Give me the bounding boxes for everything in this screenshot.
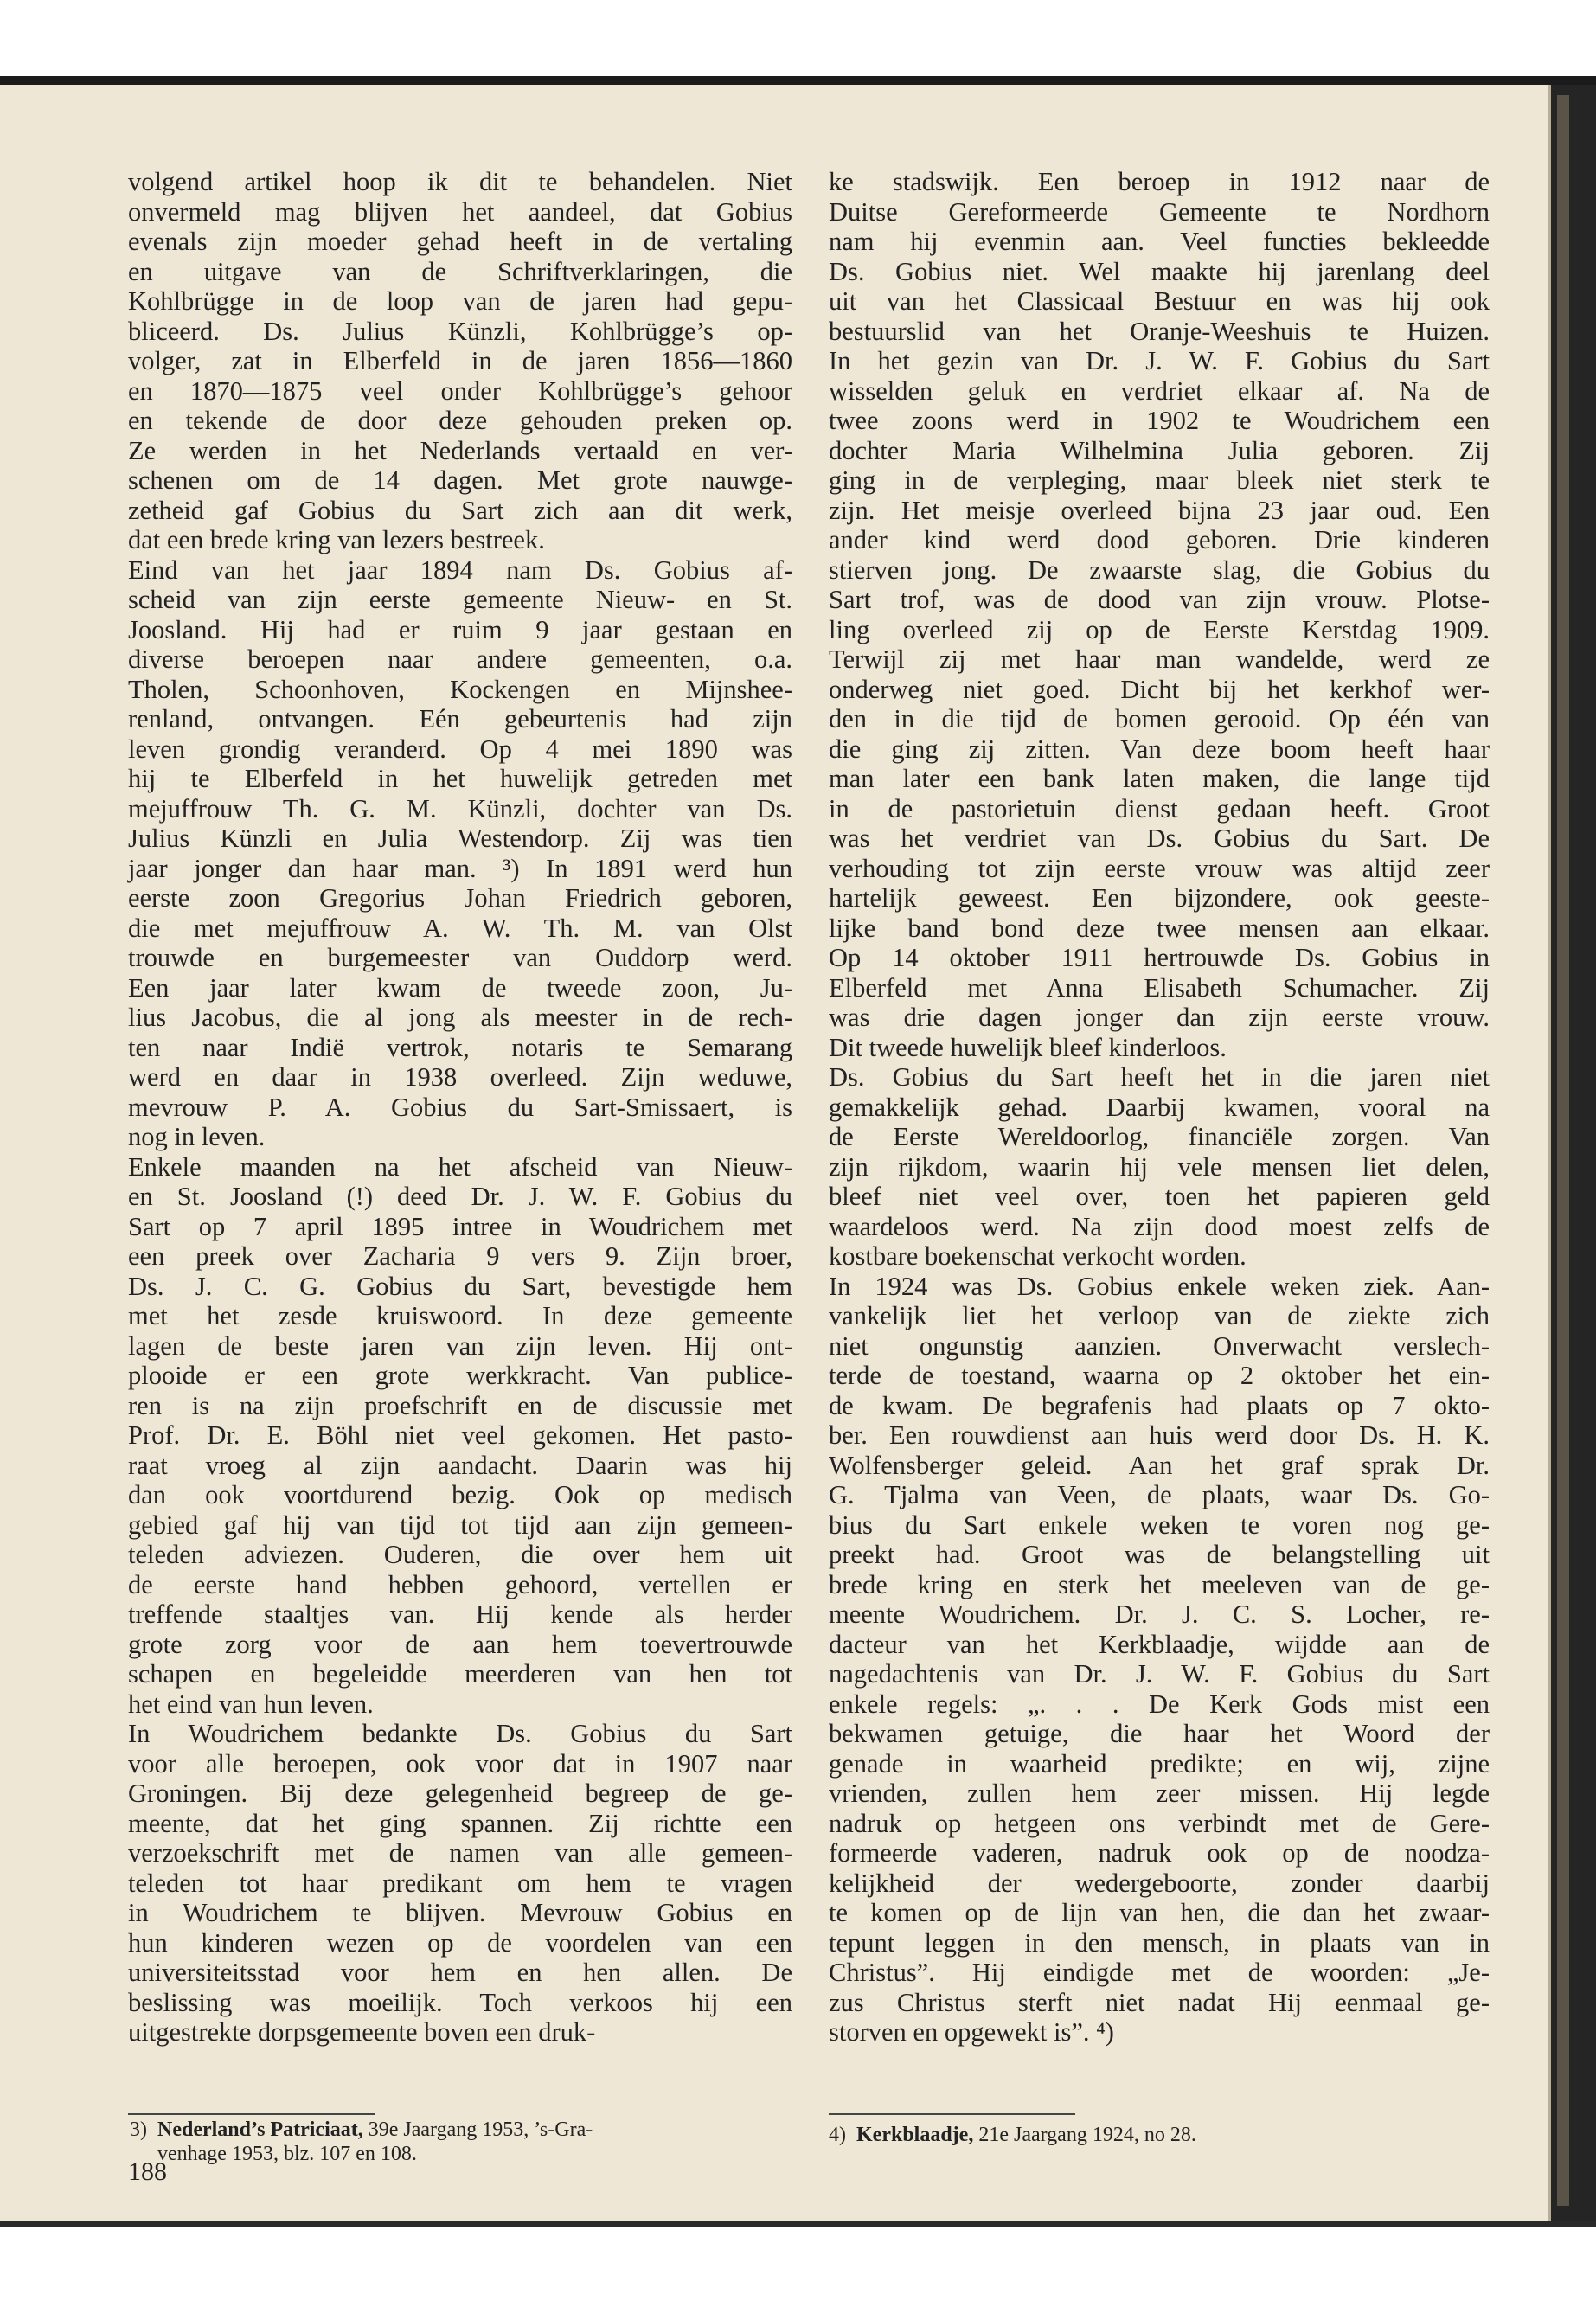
right-column-line: de kwam. De begrafenis had plaats op 7 okto- (829, 1390, 1490, 1420)
right-column-line: preekt had. Groot was de belangstelling uit (829, 1540, 1490, 1569)
right-column-line: brede kring en sterk het meeleven van de ge- (829, 1569, 1490, 1599)
left-column-line: Joosland. Hij had er ruim 9 jaar gestaan en (128, 614, 792, 644)
left-column-line: de eerste hand hebben gehoord, vertellen er (128, 1569, 792, 1599)
left-column-line: lagen de beste jaren van zijn leven. Hij ont- (128, 1330, 792, 1361)
right-column-line: bleef niet veel over, toen het papieren geld (829, 1182, 1490, 1211)
right-text-column (829, 167, 1490, 2048)
left-column-line: teleden adviezen. Ouderen, die over hem uit (128, 1540, 792, 1569)
left-column-line: Ds. J. C. G. Gobius du Sart, bevestigde hem (128, 1271, 792, 1301)
footnote-3-line-1 (130, 2118, 787, 2142)
footnote-3 (130, 2118, 787, 2166)
left-column-line: en tekende de door deze gehouden preken op. (128, 406, 792, 435)
left-column-line: nog in leven. (128, 1122, 266, 1151)
left-column-line: Kohlbrügge in de loop van de jaren had gepu- (128, 286, 792, 316)
right-column-line: lijke band bond deze twee mensen aan elkaar. (829, 913, 1490, 943)
right-column-line: was drie dagen jonger dan zijn eerste vrouw. (829, 1003, 1490, 1032)
left-column-line: gebied gaf hij van tijd tot tijd aan zijn gemeen- (128, 1509, 792, 1540)
left-column-line: ren is na zijn proefschrift en de discussie met (128, 1390, 792, 1420)
left-column-line: Eind van het jaar 1894 nam Ds. Gobius af- (128, 554, 792, 585)
right-column-line: In 1924 was Ds. Gobius enkele weken ziek. Aan- (829, 1271, 1490, 1301)
right-column-line: Dit tweede huwelijk bleef kinderloos. (829, 1032, 1227, 1062)
left-column-line: mevrouw P. A. Gobius du Sart-Smissaert, is (128, 1092, 792, 1122)
footnote-4-number: 4) (829, 2124, 846, 2146)
right-column-line: Op 14 oktober 1911 hertrouwde Ds. Gobius in (829, 943, 1490, 972)
right-column-line: Christus”. Hij eindigde met de woorden: „Je- (829, 1958, 1490, 1987)
left-column-line: Groningen. Bij deze gelegenheid begreep de ge- (128, 1779, 792, 1808)
right-column-line: nadruk op hetgeen ons verbindt met de Gere- (829, 1808, 1490, 1838)
left-column-line: met het zesde kruiswoord. In deze gemeente (128, 1301, 792, 1330)
left-column-line: voor alle beroepen, ook voor dat in 1907 naar (128, 1748, 792, 1779)
left-column-line: scheid van zijn eerste gemeente Nieuw- en St. (128, 585, 792, 614)
left-column-line: jaar jonger dan haar man. ³) In 1891 werd hun (128, 853, 792, 883)
right-column-line: Ds. Gobius niet. Wel maakte hij jarenlang deel (829, 256, 1490, 286)
left-column-line: universiteitsstad voor hem en hen allen. De (128, 1958, 792, 1987)
left-column-line: In Woudrichem bedankte Ds. Gobius du Sart (128, 1719, 792, 1748)
left-column-line: lius Jacobus, die al jong als meester in de rech- (128, 1003, 792, 1032)
right-column-line: Duitse Gereformeerde Gemeente te Nordhorn (829, 196, 1490, 227)
right-column-line: formeerde vaderen, nadruk ook op de noodza- (829, 1838, 1490, 1868)
right-column-line: stierven jong. De zwaarste slag, die Gobius du (829, 554, 1490, 585)
right-column-line: vankelijk liet het verloop van de ziekte zich (829, 1301, 1490, 1330)
right-column-line: tepunt leggen in den mensch, in plaats van in (829, 1927, 1490, 1958)
left-column-line: schapen en begeleidde meerderen van hen tot (128, 1659, 792, 1689)
right-column-line: hartelijk geweest. Een bijzondere, ook geeste- (829, 883, 1490, 913)
right-column-line: terde de toestand, waarna op 2 oktober het ein- (829, 1361, 1490, 1390)
left-column-line: en uitgave van de Schriftverklaringen, die (128, 256, 792, 286)
left-column-line: volgend artikel hoop ik dit te behandelen. Niet (128, 167, 792, 196)
right-column-line: wisselden geluk en verdriet elkaar af. Na de (829, 375, 1490, 406)
right-column-line: enkele regels: „. . . De Kerk Gods mist een (829, 1689, 1490, 1719)
left-column-line: trouwde en burgemeester van Ouddorp werd. (128, 943, 792, 972)
left-column-line: raat vroeg al zijn aandacht. Daarin was hij (128, 1450, 792, 1480)
right-column-line: meente Woudrichem. Dr. J. C. S. Locher, re- (829, 1599, 1490, 1629)
scan-bottom-edge (0, 2221, 1596, 2227)
left-column-line: en 1870—1875 veel onder Kohlbrügge’s gehoor (128, 375, 792, 406)
footnote-rule-right (829, 2113, 1075, 2115)
right-column-line: zus Christus sterft niet nadat Hij eenmaal ge- (829, 1987, 1490, 2017)
right-column-line: G. Tjalma van Veen, de plaats, waar Ds. Go- (829, 1480, 1490, 1509)
left-column-line: verzoekschrift met de namen van alle gemeen- (128, 1838, 792, 1868)
right-column-line: dochter Maria Wilhelmina Julia geboren. Zij (829, 435, 1490, 465)
left-column-line: plooide er een grote werkkracht. Van publice- (128, 1361, 792, 1390)
left-column-line: zetheid gaf Gobius du Sart zich aan dit werk, (128, 495, 792, 525)
right-column-line: ander kind werd dood geboren. Drie kinderen (829, 525, 1490, 554)
left-column-line: mejuffrouw Th. G. M. Künzli, dochter van Ds. (128, 793, 792, 824)
right-column-line: ging in de verpleging, maar bleek niet sterk te (829, 465, 1490, 495)
left-column-line: renland, ontvangen. Eén gebeurtenis had zijn (128, 704, 792, 734)
right-column-line: kelijkheid der wedergeboorte, zonder daarbij (829, 1868, 1490, 1898)
left-column-line: schenen om de 14 dagen. Met grote nauwge- (128, 465, 792, 495)
right-column-line: uit van het Classicaal Bestuur en was hij ook (829, 286, 1490, 316)
book-spine-inner (1557, 95, 1569, 2206)
right-column-line: gemakkelijk gehad. Daarbij kwamen, vooral na (829, 1092, 1490, 1122)
left-column-line: treffende staaltjes van. Hij kende als herder (128, 1599, 792, 1629)
left-column-line: bliceerd. Ds. Julius Künzli, Kohlbrügge’s op- (128, 316, 792, 346)
right-column-line: ling overleed zij op de Eerste Kerstdag 1909. (829, 614, 1490, 644)
left-column-line: Prof. Dr. E. Böhl niet veel gekomen. Het pasto- (128, 1420, 792, 1450)
right-column-line: dacteur van het Kerkblaadje, wijdde aan de (829, 1629, 1490, 1659)
footnote-4-rest: 21e Jaargang 1924, no 28. (978, 2124, 1196, 2146)
left-column-line: Sart op 7 april 1895 intree in Woudrichem met (128, 1211, 792, 1241)
left-column-line: dat een brede kring van lezers bestreek. (128, 525, 545, 554)
right-column-line: niet ongunstig aanzien. Onverwacht verslech- (829, 1330, 1490, 1361)
left-column-line: dan ook voortdurend bezig. Ook op medisch (128, 1480, 792, 1509)
right-column-line: te komen op de lijn van hen, die dan het zwaar- (829, 1898, 1490, 1927)
footnote-3-line-2: venhage 1953, blz. 107 en 108. (157, 2143, 417, 2165)
left-column-line: en St. Joosland (!) deed Dr. J. W. F. Gobius du (128, 1182, 792, 1211)
left-column-line: Julius Künzli en Julia Westendorp. Zij was tien (128, 824, 792, 853)
right-column-line: zijn rijkdom, waarin hij vele mensen liet delen, (829, 1151, 1490, 1182)
left-column-line: ten naar Indië vertrok, notaris te Semarang (128, 1032, 792, 1062)
right-column-line: den in die tijd de bomen gerooid. Op één van (829, 704, 1490, 734)
right-column-line: man later een bank laten maken, die lange tijd (829, 764, 1490, 793)
left-column-line: leven grondig veranderd. Op 4 mei 1890 was (128, 734, 792, 764)
scan-top-edge (0, 76, 1596, 85)
right-column-line: bestuurslid van het Oranje-Weeshuis te Huizen. (829, 316, 1490, 346)
left-column-line: uitgestrekte dorpsgemeente boven een druk- (128, 2017, 596, 2047)
right-column-line: was het verdriet van Ds. Gobius du Sart. De (829, 824, 1490, 853)
right-column-line: zijn. Het meisje overleed bijna 23 jaar oud. Een (829, 495, 1490, 525)
right-column-line: de Eerste Wereldoorlog, financiële zorgen. Van (829, 1122, 1490, 1151)
left-column-line: meente, dat het ging spannen. Zij richtte een (128, 1808, 792, 1838)
left-column-line: het eind van hun leven. (128, 1689, 374, 1719)
right-column-line: die ging zij zitten. Van deze boom heeft haar (829, 734, 1490, 764)
left-column-line: volger, zat in Elberfeld in de jaren 1856—1860 (128, 346, 792, 375)
left-column-line: een preek over Zacharia 9 vers 9. Zijn broer, (128, 1241, 792, 1271)
left-column-line: in Woudrichem te blijven. Mevrouw Gobius en (128, 1898, 792, 1927)
right-column-line: Elberfeld met Anna Elisabeth Schumacher. Zij (829, 972, 1490, 1003)
scan-top-margin (0, 0, 1596, 76)
footnote-3-title: Nederland’s Patriciaat, (157, 2118, 363, 2141)
footnote-4 (829, 2123, 1486, 2147)
footnote-rule-left (128, 2113, 375, 2115)
left-column-line: Ze werden in het Nederlands vertaald en ver- (128, 435, 792, 465)
left-column-line: die met mejuffrouw A. W. Th. M. van Olst (128, 913, 792, 943)
right-column-line: in de pastorietuin dienst gedaan heeft. Groot (829, 793, 1490, 824)
right-column-line: storven en opgewekt is”. ⁴) (829, 2017, 1114, 2047)
right-column-line: ber. Een rouwdienst aan huis werd door Ds. H. K. (829, 1420, 1490, 1450)
footnote-3-number: 3) (130, 2118, 147, 2141)
left-column-line: evenals zijn moeder gehad heeft in de vertaling (128, 227, 792, 256)
right-column-line: Wolfensberger geleid. Aan het graf sprak Dr. (829, 1450, 1490, 1480)
left-column-line: hun kinderen wezen op de voordelen van een (128, 1927, 792, 1958)
right-column-line: Terwijl zij met haar man wandelde, werd ze (829, 644, 1490, 674)
right-column-line: bekwamen getuige, die haar het Woord der (829, 1719, 1490, 1748)
left-column-line: eerste zoon Gregorius Johan Friedrich geboren, (128, 883, 792, 913)
page-number: 188 (128, 2157, 167, 2186)
right-column-line: In het gezin van Dr. J. W. F. Gobius du Sart (829, 346, 1490, 375)
left-column-line: Een jaar later kwam de tweede zoon, Ju- (128, 972, 792, 1003)
right-column-line: kostbare boekenschat verkocht worden. (829, 1241, 1247, 1271)
left-column-line: onvermeld mag blijven het aandeel, dat Gobius (128, 196, 792, 227)
right-column-line: Ds. Gobius du Sart heeft het in die jaren niet (829, 1062, 1490, 1092)
left-column-line: Enkele maanden na het afscheid van Nieuw- (128, 1151, 792, 1182)
left-text-column (128, 167, 792, 2048)
right-column-line: nam hij evenmin aan. Veel functies bekleedde (829, 227, 1490, 256)
left-column-line: beslissing was moeilijk. Toch verkoos hij een (128, 1987, 792, 2017)
left-column-line: teleden tot haar predikant om hem te vragen (128, 1868, 792, 1898)
right-column-line: genade in waarheid predikte; en wij, zijne (829, 1748, 1490, 1779)
right-column-line: verhouding tot zijn eerste vrouw was altijd zeer (829, 853, 1490, 883)
right-column-line: waardeloos werd. Na zijn dood moest zelfs de (829, 1211, 1490, 1241)
left-column-line: grote zorg voor de aan hem toevertrouwde (128, 1629, 792, 1659)
footnote-3-rest: 39e Jaargang 1953, ’s-Gra- (368, 2118, 593, 2141)
footnote-4-title: Kerkblaadje, (856, 2124, 974, 2146)
left-column-line: werd en daar in 1938 overleed. Zijn weduwe, (128, 1062, 792, 1092)
left-column-line: diverse beroepen naar andere gemeenten, o.a. (128, 644, 792, 674)
left-column-line: hij te Elberfeld in het huwelijk getreden met (128, 764, 792, 793)
right-column-line: onderweg niet goed. Dicht bij het kerkhof wer- (829, 674, 1490, 704)
right-column-line: Sart trof, was de dood van zijn vrouw. Plotse- (829, 585, 1490, 614)
scan-bottom-margin (0, 2221, 1596, 2301)
right-column-line: nagedachtenis van Dr. J. W. F. Gobius du Sart (829, 1659, 1490, 1689)
footnote-4-line (829, 2123, 1486, 2147)
right-column-line: vrienden, zullen hem zeer missen. Hij legde (829, 1779, 1490, 1808)
right-column-line: bius du Sart enkele weken te voren nog ge- (829, 1509, 1490, 1540)
left-column-line: Tholen, Schoonhoven, Kockengen en Mijnshee- (128, 674, 792, 704)
right-column-line: ke stadswijk. Een beroep in 1912 naar de (829, 167, 1490, 196)
right-column-line: twee zoons werd in 1902 te Woudrichem een (829, 406, 1490, 435)
